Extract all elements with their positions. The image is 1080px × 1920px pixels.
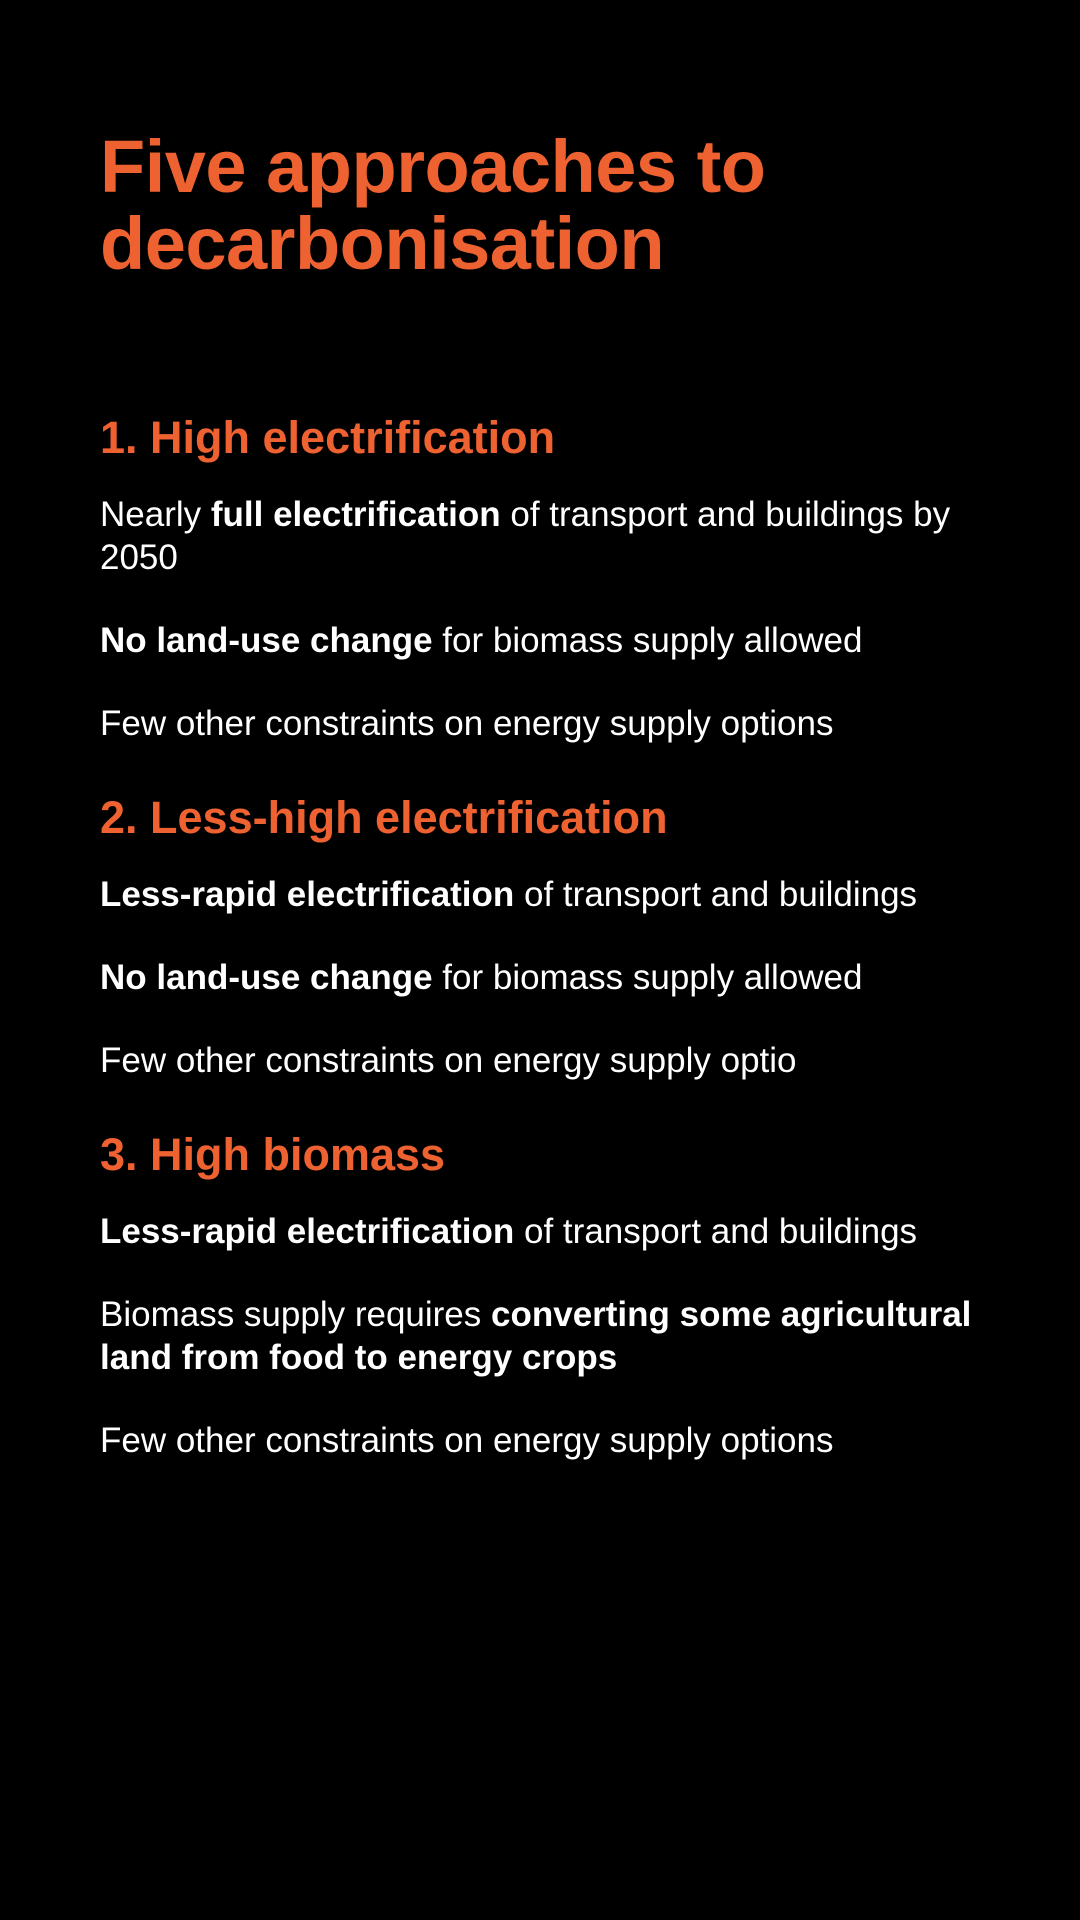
emphasis-text: No land-use change bbox=[100, 958, 433, 997]
section-paragraph bbox=[100, 873, 1000, 916]
emphasis-text: Less-rapid electrification bbox=[100, 1212, 515, 1251]
section-paragraph bbox=[100, 956, 1000, 999]
section-paragraph bbox=[100, 702, 1000, 745]
paragraph-text: of transport and buildings bbox=[514, 875, 918, 914]
paragraph-text: Few other constraints on energy supply options bbox=[100, 704, 834, 743]
paragraph-text: Few other constraints on energy supply optio bbox=[100, 1041, 797, 1080]
section-paragraph bbox=[100, 493, 1000, 579]
section-high-electrification bbox=[100, 411, 1000, 745]
paragraph-text: Biomass supply requires bbox=[100, 1295, 491, 1334]
paragraph-text: for biomass supply allowed bbox=[432, 958, 863, 997]
section-paragraph bbox=[100, 1293, 1000, 1379]
section-heading: 1. High electrification bbox=[100, 412, 556, 463]
section-paragraph bbox=[100, 619, 1000, 662]
paragraph-text: of transport and buildings bbox=[514, 1212, 918, 1251]
section-paragraph bbox=[100, 1210, 1000, 1253]
section-paragraph bbox=[100, 1419, 1000, 1462]
section-heading: 3. High biomass bbox=[100, 1129, 446, 1180]
paragraph-text: Nearly bbox=[100, 495, 211, 534]
page-title: Five approaches to decarbonisation bbox=[100, 125, 766, 285]
paragraph-text: Few other constraints on energy supply options bbox=[100, 1421, 834, 1460]
emphasis-text: full electrification bbox=[210, 495, 501, 534]
paragraph-text: for biomass supply allowed bbox=[432, 621, 863, 660]
section-less-high-electrification bbox=[100, 791, 1000, 1082]
emphasis-text: converting some agricultural land from food to energy crops bbox=[100, 1295, 972, 1377]
section-paragraph bbox=[100, 1039, 1000, 1082]
emphasis-text: Less-rapid electrification bbox=[100, 875, 515, 914]
paragraph-text: of transport and buildings by 2050 bbox=[100, 495, 951, 577]
section-heading: 2. Less-high electrification bbox=[100, 792, 668, 843]
emphasis-text: No land-use change bbox=[100, 621, 433, 660]
page bbox=[100, 125, 1000, 1462]
section-high-biomass bbox=[100, 1128, 1000, 1462]
